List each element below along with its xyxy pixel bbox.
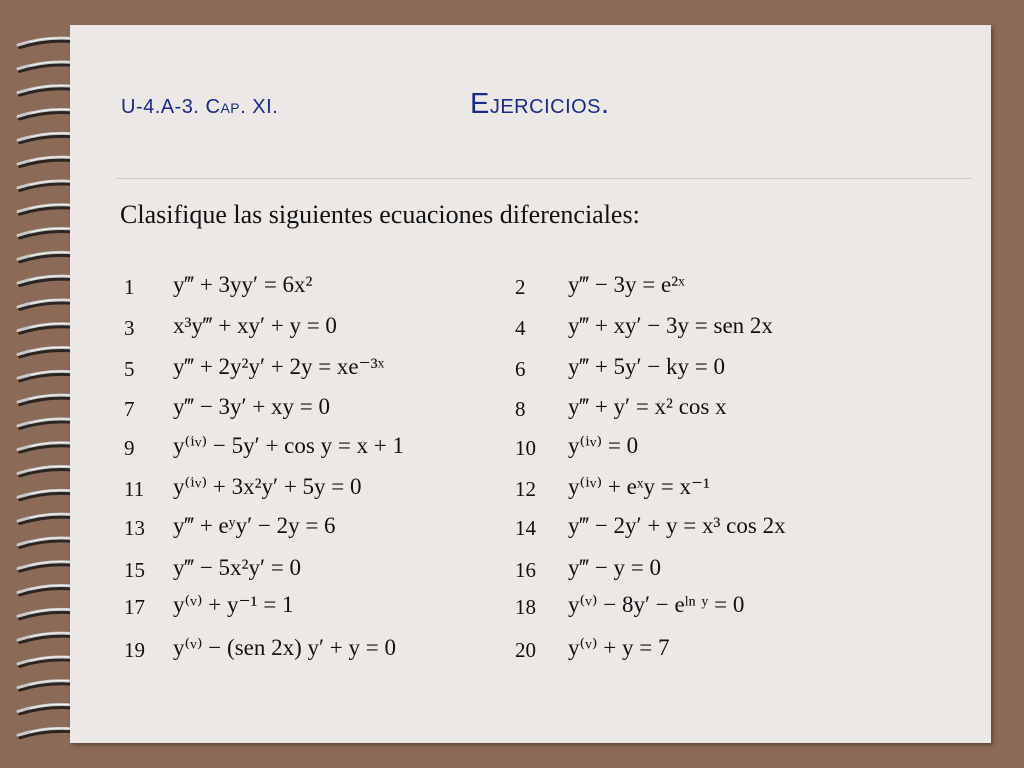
- equation-expression: y‴ + eʸy′ − 2y = 6: [173, 513, 336, 538]
- equation-expression: y‴ + 5y′ − ky = 0: [568, 354, 726, 379]
- equation-number: 4: [515, 316, 526, 340]
- equation-expression: y‴ + xy′ − 3y = sen 2x: [568, 313, 773, 338]
- equation-number: 10: [515, 436, 536, 460]
- equation-expression: y⁽ᵛ⁾ + y = 7: [568, 635, 670, 660]
- equation-expression: y‴ + 3yy′ = 6x²: [173, 272, 313, 297]
- equation-number: 8: [515, 397, 526, 421]
- equation-number: 16: [515, 558, 536, 582]
- equation-number: 2: [515, 275, 526, 299]
- equation-number: 1: [124, 275, 135, 299]
- equation-number: 19: [124, 638, 145, 662]
- equation-number: 20: [515, 638, 536, 662]
- equation-number: 13: [124, 516, 145, 540]
- equation-expression: y⁽ᵛ⁾ − (sen 2x) y′ + y = 0: [173, 635, 396, 660]
- equation-expression: y⁽ⁱᵛ⁾ + 3x²y′ + 5y = 0: [173, 474, 362, 499]
- equation-number: 6: [515, 357, 526, 381]
- equation-expression: y‴ − 3y = e²ˣ: [568, 272, 685, 297]
- equation-expression: y⁽ᵛ⁾ + y⁻¹ = 1: [173, 592, 294, 617]
- instruction-text: Clasifique las siguientes ecuaciones diferenciales:: [120, 200, 640, 229]
- equation-expression: x³y‴ + xy′ + y = 0: [173, 313, 337, 338]
- equation-number: 12: [515, 477, 536, 501]
- equation-expression: y‴ + y′ = x² cos x: [568, 394, 727, 419]
- equation-expression: y‴ − 2y′ + y = x³ cos 2x: [568, 513, 786, 538]
- equation-expression: y⁽ᵛ⁾ − 8y′ − eˡⁿ ʸ = 0: [568, 592, 745, 617]
- equation-number: 11: [124, 477, 145, 501]
- equation-number: 15: [124, 558, 145, 582]
- equation-number: 7: [124, 397, 135, 421]
- equation-expression: y‴ − y = 0: [568, 555, 662, 580]
- equation-expression: y‴ − 3y′ + xy = 0: [173, 394, 331, 419]
- equation-number: 3: [124, 316, 135, 340]
- equation-number: 14: [515, 516, 536, 540]
- equation-number: 17: [124, 595, 145, 619]
- equation-expression: y‴ − 5x²y′ = 0: [173, 555, 301, 580]
- equation-expression: y⁽ⁱᵛ⁾ − 5y′ + cos y = x + 1: [173, 433, 405, 458]
- equation-expression: y‴ + 2y²y′ + 2y = xe⁻³ˣ: [173, 354, 385, 379]
- equation-expression: y⁽ⁱᵛ⁾ = 0: [568, 433, 639, 458]
- equation-number: 9: [124, 436, 135, 460]
- equation-number: 5: [124, 357, 135, 381]
- equation-expression: y⁽ⁱᵛ⁾ + eˣy = x⁻¹: [568, 474, 711, 499]
- header-divider: [116, 178, 972, 179]
- chapter-label: U-4.A-3. Cap. XI.: [121, 96, 279, 118]
- equation-number: 18: [515, 595, 536, 619]
- page-title: Ejercicios.: [470, 88, 610, 120]
